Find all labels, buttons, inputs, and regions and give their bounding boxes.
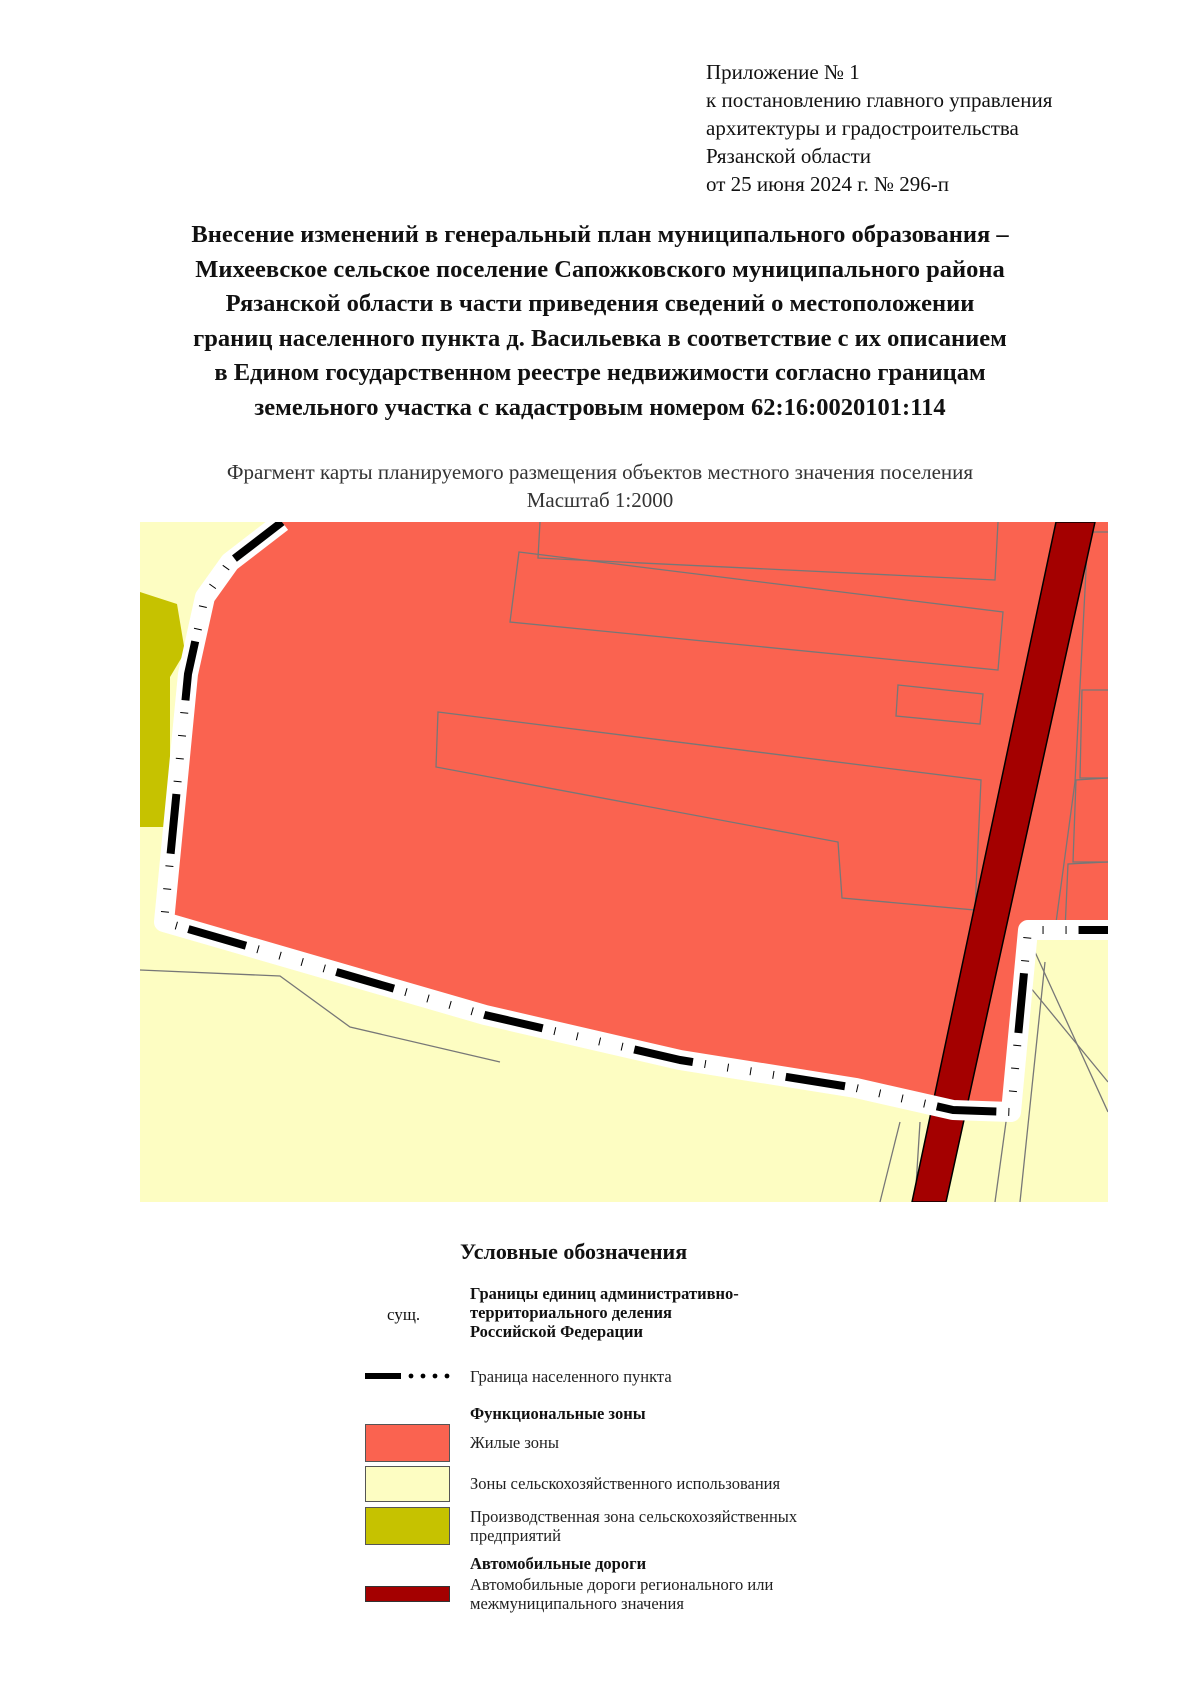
legend-abbr: сущ.: [387, 1305, 421, 1324]
legend-zones-header: Функциональные зоны: [470, 1404, 646, 1423]
appendix-line: Приложение № 1: [706, 60, 860, 84]
legend-boundary-dot: [409, 1374, 414, 1379]
legend-road-line: межмуниципального значения: [470, 1594, 684, 1613]
title-line: земельного участка с кадастровым номером 62:16:0020101:114: [254, 393, 946, 421]
appendix-line: к постановлению главного управления: [706, 88, 1053, 112]
legend-industrial-label: [470, 1507, 910, 1545]
legend-agricultural-label: Зоны сельскохозяйственного использования: [470, 1474, 781, 1493]
title-line: границ населенного пункта д. Васильевка в соответствие с их описанием: [193, 324, 1007, 352]
legend-admin-line: Границы единиц административно-: [470, 1284, 739, 1303]
legend-residential-swatch: [365, 1424, 450, 1462]
legend-admin-header: [470, 1284, 910, 1341]
legend-boundary-dot: [445, 1374, 450, 1379]
document-title: [60, 218, 1140, 426]
legend-boundary-symbol: [365, 1371, 450, 1381]
legend-boundary-dot: [421, 1374, 426, 1379]
legend-road-line: Автомобильные дороги регионального или: [470, 1575, 774, 1594]
title-line: Михеевское сельское поселение Сапожковского муниципального района: [195, 255, 1005, 283]
legend-agricultural-swatch: [365, 1466, 450, 1502]
appendix-line: архитектуры и градостроительства: [706, 116, 1019, 140]
legend-title: Условные обозначения: [460, 1239, 688, 1264]
legend-settlement-boundary-label: Граница населенного пункта: [470, 1367, 672, 1386]
legend-boundary-dot: [433, 1374, 438, 1379]
appendix-line: Рязанской области: [706, 144, 872, 168]
map-canvas: [140, 522, 1108, 1202]
legend-regional-road-label: [470, 1575, 910, 1613]
legend-roads-header: Автомобильные дороги: [470, 1554, 647, 1573]
legend-admin-line: территориального деления: [470, 1303, 672, 1322]
legend-regional-road-swatch: [365, 1586, 450, 1602]
appendix-note: [706, 58, 1176, 198]
legend-residential-label: Жилые зоны: [470, 1433, 559, 1452]
title-line: в Едином государственном реестре недвижимости согласно границам: [214, 359, 986, 387]
legend-industrial-swatch: [365, 1507, 450, 1545]
title-line: Рязанской области в части приведения сведений о местоположении: [225, 290, 975, 318]
map-scale: Масштаб 1:2000: [526, 488, 674, 512]
map-caption: [60, 458, 1140, 514]
appendix-line: от 25 июня 2024 г. № 296-п: [706, 172, 949, 196]
legend-industrial-line: Производственная зона сельскохозяйственных: [470, 1507, 798, 1526]
map-fragment: [140, 522, 1108, 1202]
title-line: Внесение изменений в генеральный план муниципального образования –: [191, 221, 1009, 248]
legend-admin-line: Российской Федерации: [470, 1322, 643, 1341]
map-caption-text: Фрагмент карты планируемого размещения объектов местного значения поселения: [226, 460, 974, 484]
legend-industrial-line: предприятий: [470, 1526, 561, 1545]
